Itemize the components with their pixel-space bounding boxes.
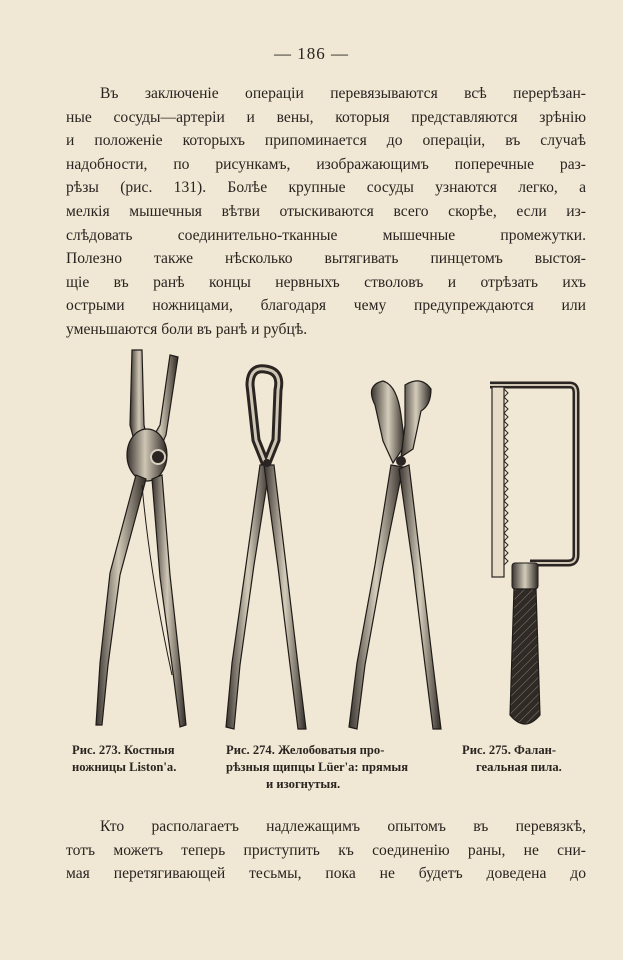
text-line: и положеніе которыхъ припоминается до операціи, въ случаѣ — [66, 132, 586, 150]
paragraph-wound-closure — [66, 815, 586, 886]
caption-fig-275 — [462, 742, 562, 776]
caption-line: Рис. 274. Желобоватыя про- — [226, 743, 385, 757]
text-line: мелкія мышечныя вѣтви отыскиваются всего скорѣе, если из- — [66, 202, 586, 220]
caption-line: и изогнутыя. — [266, 777, 341, 791]
page-number: — 186 — — [274, 44, 349, 63]
caption-line: Рис. 273. Костныя — [72, 743, 175, 757]
figures-row — [60, 345, 590, 735]
text-line: мая перетягивающей тесьмы, пока не будетъ доведена до — [66, 865, 586, 883]
caption-line: Рис. 275. Фалан- — [462, 743, 557, 757]
paragraph-operation — [66, 82, 586, 342]
caption-fig-274 — [226, 742, 408, 793]
caption-line: геальная пила. — [476, 760, 562, 774]
text-line: тотъ можетъ теперь приступить къ соединенію раны, не сни- — [66, 841, 586, 859]
text-line: уменьшаются боли въ ранѣ и рубцѣ. — [66, 320, 308, 338]
text-line: Полезно также нѣсколько вытягивать пинцетомъ выстоя- — [66, 250, 586, 268]
rongeur-forceps-illustration — [210, 345, 320, 735]
text-line: надобности, по рисункамъ, изображающимъ поперечные раз- — [66, 155, 586, 173]
text-line: Кто располагаетъ надлежащимъ опытомъ въ перевязкѣ, — [100, 818, 586, 835]
text-line: рѣзы (рис. 131). Болѣе крупные сосуды узнаются легко, а — [66, 179, 586, 197]
caption-fig-273 — [72, 742, 176, 776]
curved-rongeur-illustration — [335, 345, 455, 735]
text-line: острыми ножницами, благодаря чему предупреждаются или — [66, 297, 586, 315]
text-line: щіе въ ранѣ концы нервныхъ стволовъ и отрѣзать ихъ — [66, 273, 586, 291]
text-line: ные сосуды—артеріи и вены, которыя представляются зрѣнію — [66, 108, 586, 126]
text-line: Въ заключеніе операціи перевязываются всѣ перерѣзан- — [100, 85, 586, 102]
phalangeal-saw-illustration — [480, 345, 585, 735]
caption-line: рѣзныя щипцы Lüer'a: прямыя — [226, 760, 409, 774]
text-line: слѣдовать соединительно-тканные мышечные промежутки. — [66, 226, 586, 244]
bone-cutting-forceps-illustration — [80, 345, 200, 735]
caption-line: ножницы Liston'a. — [72, 760, 177, 774]
